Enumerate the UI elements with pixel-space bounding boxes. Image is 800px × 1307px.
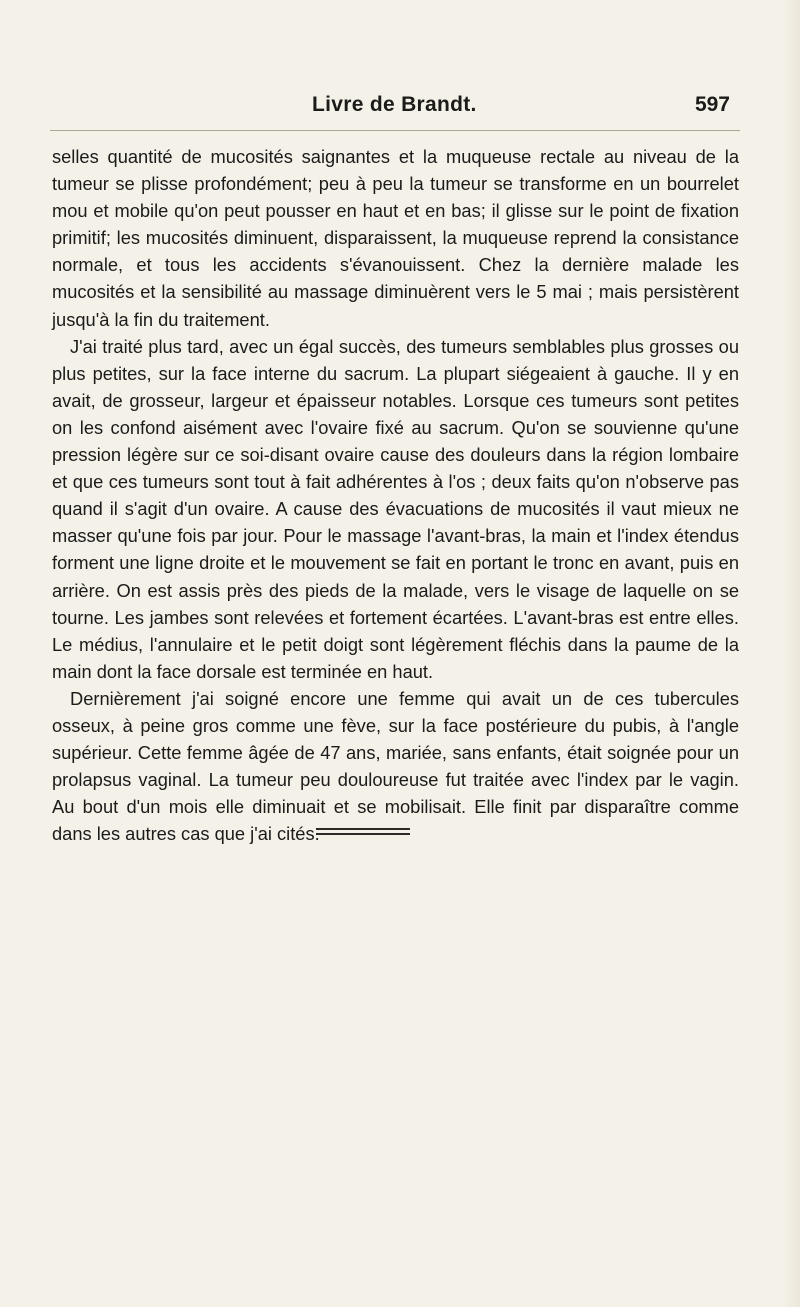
paragraph-sacrum-tumors: J'ai traité plus tard, avec un égal succès, des tumeurs semblables plus grosses ou plus petites, sur la face interne du sacrum. La plupart siégeaient à gauche. Il y en avait, de grosseur, largeur et épaisseur notables. Lorsque ces tumeurs sont petites on les confond aisément avec l'ovaire fixé au sacrum. Qu'on se souvienne qu'une pression légère sur ce soi-disant ovaire cause des douleurs dans la région lombaire et que ces tumeurs sont tout à fait adhérentes à l'os ; deux faits qu'on n'observe pas quand il s'agit d'un ovaire. A cause des évacuations de mucosités il vaut mieux ne masser qu'une fois par jour. Pour le massage l'avant-bras, la main et l'index étendus forment une ligne droite et le mouvement se fait en portant le tronc en avant, puis en arrière. On est assis près des pieds de la malade, vers le visage de laquelle on se tourne. Les jambes sont relevées et fortement écartées. L'avant-bras est entre elles. Le médius, l'annulaire et le petit doigt sont légèrement fléchis dans la paume de la main dont la face dorsale est terminée en haut. <box>52 335 739 682</box>
page-number: 597 <box>694 93 730 116</box>
page-edge-shadow <box>782 0 800 1307</box>
running-title: Livre de Brandt. <box>312 93 477 116</box>
paragraph-continuation: selles quantité de mucosités saignantes et la muqueuse rectale au niveau de la tumeur se plisse profondément; peu à peu la tumeur se transforme en un bourrelet mou et mobile qu'on peut pousser en haut et en bas; il glisse sur le point de fixation primitif; les mucosités diminuent, disparaissent, la muqueuse reprend la consistance normale, et tous les accidents s'évanouissent. Chez la dernière malade les mucosités et la sensibilité au massage diminuèrent vers le 5 mai ; mais persistèrent jusqu'à la fin du traitement. <box>52 146 739 330</box>
paragraph-pubis-case: Dernièrement j'ai soigné encore une femme qui avait un de ces tubercules osseux, à peine gros comme une fève, sur la face postérieure du pubis, à l'angle supérieur. Cette femme âgée de 47 ans, mariée, sans enfants, était soignée pour un prolapsus vaginal. La tumeur peu douloureuse fut traitée avec l'index par le vagin. Au bout d'un mois elle diminuait et se mobilisait. Elle finit par disparaître comme dans les autres cas que j'ai cités. <box>52 687 739 845</box>
section-end-rule-second <box>316 833 410 835</box>
body-text <box>52 143 739 847</box>
page-header <box>50 93 730 121</box>
section-end-rule <box>316 828 410 830</box>
header-rule <box>50 130 740 131</box>
